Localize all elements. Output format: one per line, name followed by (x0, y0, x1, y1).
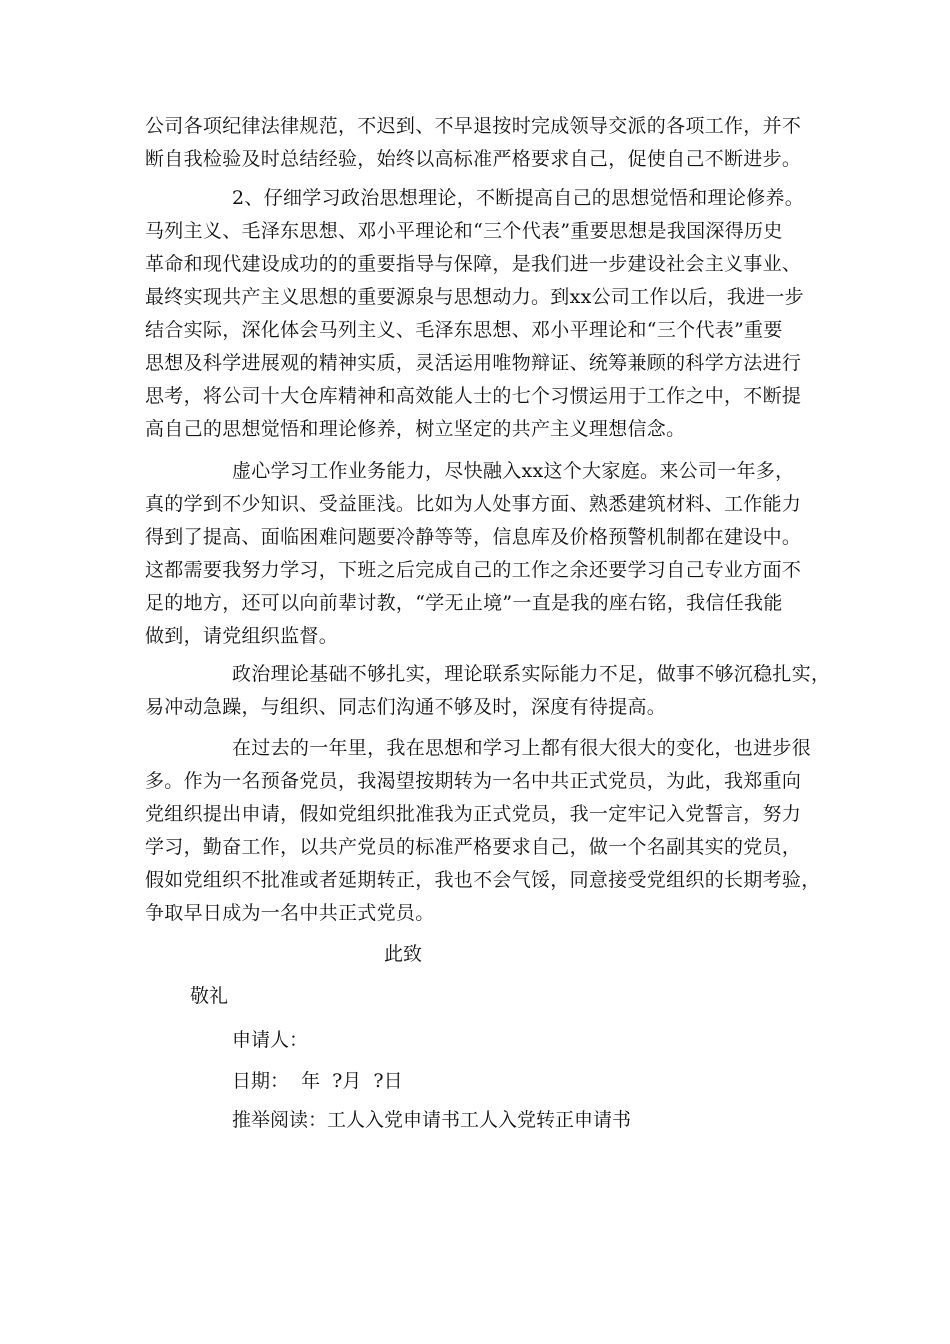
paragraph-4 (145, 658, 831, 724)
paragraph-3 (145, 455, 815, 653)
date-line: 日期： 年 ?月 ?日 (232, 1070, 403, 1092)
paragraph-2 (145, 182, 815, 446)
paragraph-5 (145, 732, 821, 930)
text-line: 易冲动急躁，与组织、同志们沟通不够及时，深度有待提高。 (145, 696, 667, 718)
text-line: 高自己的思想觉悟和理论修养，树立坚定的共产主义理想信念。 (145, 418, 686, 440)
text-line: 做到，请党组织监督。 (145, 625, 339, 647)
text-line: 最终实现共产主义思想的重要源泉与思想动力。到xx公司工作以后，我进一步 (145, 286, 804, 308)
text-line: 真的学到不少知识、受益匪浅。比如为人处事方面、熟悉建筑材料、工作能力 (145, 493, 802, 515)
text-line: 在过去的一年里，我在思想和学习上都有很大很大的变化，也进步很 (232, 737, 812, 759)
text-line: 政治理论基础不够扎实，理论联系实际能力不足，做事不够沉稳扎实， (232, 663, 831, 685)
salutation-text: 敬礼 (190, 985, 229, 1007)
closing-text: 此致 (384, 943, 423, 965)
text-line: 2、仔细学习政治思想理论，不断提高自己的思想觉悟和理论修养。 (232, 187, 805, 209)
text-line: 得到了提高、面临困难问题要冷静等等，信息库及价格预警机制都在建设中。 (145, 526, 802, 548)
recommended-reading: 推举阅读：工人入党申请书工人入党转正申请书 (232, 1109, 632, 1131)
text-line: 学习，勤奋工作，以共产党员的标准严格要求自己，做一个名副其实的党员， (145, 836, 802, 858)
text-line: 结合实际，深化体会马列主义、毛泽东思想、邓小平理论和“三个代表”重要 (145, 319, 783, 341)
text-line: 争取早日成为一名中共正式党员。 (145, 902, 435, 924)
text-line: 公司各项纪律法律规范，不迟到、不早退按时完成领导交派的各项工作，并不 (145, 115, 802, 137)
text-line: 思想及科学进展观的精神实质，灵活运用唯物辩证、统筹兼顾的科学方法进行 (145, 352, 802, 374)
text-line: 马列主义、毛泽东思想、邓小平理论和“三个代表”重要思想是我国深得历史 (145, 220, 783, 242)
text-line: 虚心学习工作业务能力，尽快融入xx这个大家庭。来公司一年多， (232, 460, 795, 482)
text-line: 党组织提出申请，假如党组织批准我为正式党员，我一定牢记入党誓言，努力 (145, 803, 802, 825)
text-line: 这都需要我努力学习，下班之后完成自己的工作之余还要学习自己专业方面不 (145, 559, 802, 581)
text-line: 思考，将公司十大仓库精神和高效能人士的七个习惯运用于工作之中，不断提 (145, 385, 802, 407)
paragraph-1 (145, 110, 815, 176)
text-line: 革命和现代建设成功的的重要指导与保障，是我们进一步建设社会主义事业、 (145, 253, 802, 275)
applicant-label: 申请人： (232, 1029, 309, 1051)
text-line: 断自我检验及时总结经验，始终以高标准严格要求自己，促使自己不断进步。 (145, 148, 802, 170)
text-line: 足的地方，还可以向前辈讨教，“学无止境”一直是我的座右铭，我信任我能 (145, 592, 783, 614)
text-line: 多。作为一名预备党员，我渴望按期转为一名中共正式党员，为此，我郑重向 (145, 770, 802, 792)
text-line: 假如党组织不批准或者延期转正，我也不会气馁，同意接受党组织的长期考验， (145, 869, 821, 891)
